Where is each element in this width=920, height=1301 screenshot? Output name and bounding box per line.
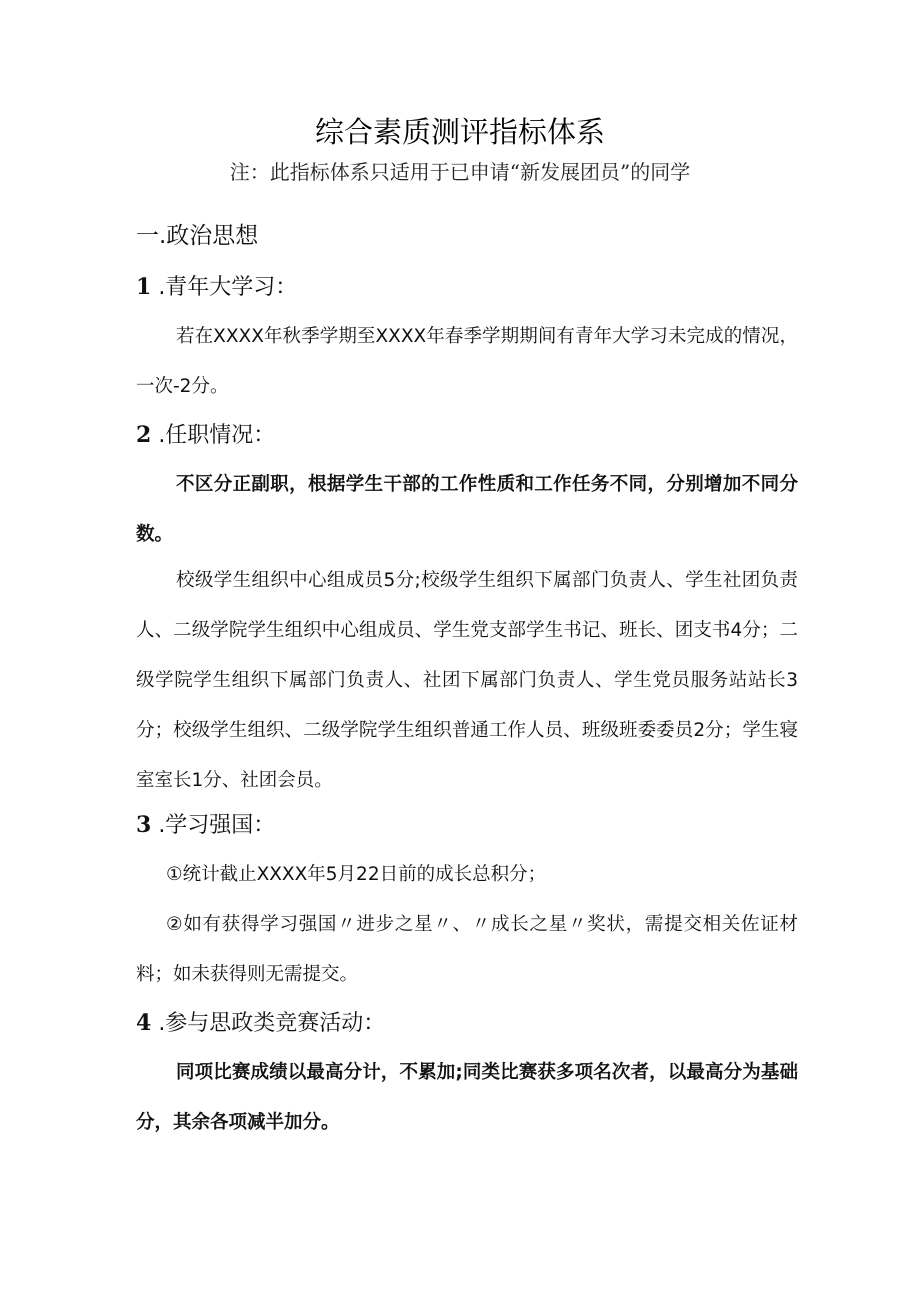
item-1-text: 若在XXXX年秋季学期至XXXX年春季学期期间有青年大学习未完成的情况，一次-2分。 [136, 326, 798, 397]
item-4-heading [136, 1006, 385, 1041]
applicability-note: 注：此指标体系只适用于已申请“新发展团员”的同学 [229, 160, 691, 184]
item-4-bold-text: 同项比赛成绩以最高分计，不累加;同类比赛获多项名次者，以最高分为基础分，其余各项减半加分。 [136, 1062, 798, 1133]
item-2-bold-text: 不区分正副职，根据学生干部的工作性质和工作任务不同，分别增加不同分数。 [136, 474, 798, 545]
item-1-number: 1 [136, 274, 152, 300]
item-3-line-1: ①统计截止XXXX年5月22日前的成长总积分； [166, 864, 547, 885]
item-1-heading [136, 270, 297, 305]
item-2-text: 校级学生组织中心组成员5分;校级学生组织下属部门负责人、学生社团负责人、二级学院学生组织中心组成员、学生党支部学生书记、班长、团支书4分；二级学院学生组织下属部门负责人、社团下属部门负责人、学生党员服务站站长3分；校级学生组织、二级学院学生组织普通工作人员、班级班委委员2分；学生寝室室长1分、社团会员。 [136, 570, 798, 791]
item-2-title: .任职情况： [158, 423, 276, 448]
item-4-number: 4 [136, 1010, 152, 1036]
section-heading: 一.政治思想 [136, 223, 259, 249]
item-3-number: 3 [136, 812, 152, 838]
item-4-title: .参与思政类竞赛活动： [158, 1011, 386, 1036]
item-1-title: .青年大学习： [158, 275, 298, 300]
item-3-title: .学习强国： [158, 813, 276, 838]
item-2-number: 2 [136, 422, 152, 448]
item-3-line-2: ②如有获得学习强国〃进步之星〃、〃成长之星〃奖状，需提交相关佐证材料；如未获得则无需提交。 [136, 914, 798, 985]
item-2-heading [136, 418, 275, 453]
page-title: 综合素质测评指标体系 [314, 115, 605, 149]
item-3-heading [136, 808, 275, 843]
